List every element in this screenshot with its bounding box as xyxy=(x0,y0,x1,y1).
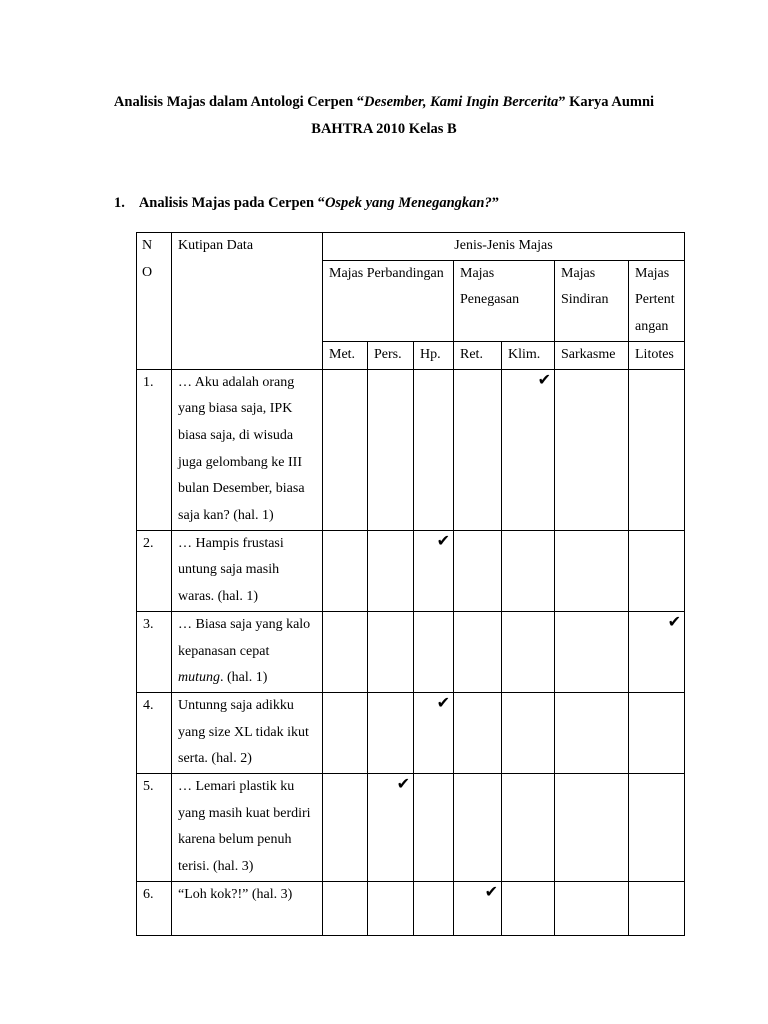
title-suffix: ” Karya Aumni xyxy=(558,94,655,110)
row-quote xyxy=(172,530,323,611)
check-cell xyxy=(555,882,629,936)
check-cell xyxy=(555,530,629,611)
check-cell xyxy=(323,530,368,611)
check-cell xyxy=(555,611,629,692)
subheader-hp: Hp. xyxy=(414,341,454,369)
table-row xyxy=(137,882,685,936)
check-cell xyxy=(629,774,685,882)
check-cell xyxy=(555,774,629,882)
section-suffix: ” xyxy=(491,195,499,211)
subheader-ret: Ret. xyxy=(454,341,502,369)
row-quote xyxy=(172,611,323,692)
check-cell xyxy=(368,369,414,530)
header-majas-perbandingan: Majas Perbandingan xyxy=(323,260,454,341)
check-cell xyxy=(502,774,555,882)
check-cell xyxy=(368,611,414,692)
checkmark-icon: ✔ xyxy=(396,774,410,794)
row-number: 5. xyxy=(137,774,172,882)
checkmark-icon: ✔ xyxy=(537,369,551,389)
check-cell xyxy=(629,882,685,936)
check-cell xyxy=(414,774,454,882)
header-majas-penegasan: Majas Penegasan xyxy=(454,260,555,341)
check-cell xyxy=(502,530,555,611)
header-majas-sindiran: Majas Sindiran xyxy=(555,260,629,341)
quote-text: … Lemari plastik ku yang masih kuat berdiri karena belum penuh terisi. (hal. 3) xyxy=(178,779,311,875)
quote-text: “Loh kok?!” (hal. 3) xyxy=(178,887,293,903)
check-cell xyxy=(629,530,685,611)
quote-text: … Hampis frustasi untung saja masih waras. (hal. 1) xyxy=(178,535,284,605)
check-cell xyxy=(414,369,454,530)
section-story-title: Ospek yang Menegangkan? xyxy=(324,195,492,211)
check-cell xyxy=(629,369,685,530)
row-number: 6. xyxy=(137,882,172,936)
row-number: 1. xyxy=(137,369,172,530)
check-cell xyxy=(368,692,414,773)
subheader-klim: Klim. xyxy=(502,341,555,369)
table-row xyxy=(137,692,685,773)
row-quote xyxy=(172,774,323,882)
document-title-line2: BAHTRA 2010 Kelas B xyxy=(311,121,457,137)
row-quote xyxy=(172,369,323,530)
title-book-name: Desember, Kami Ingin Bercerita xyxy=(364,94,559,110)
check-cell xyxy=(629,611,685,692)
check-cell xyxy=(368,530,414,611)
table-row xyxy=(137,774,685,882)
document-title-line1 xyxy=(60,89,708,116)
checkmark-icon: ✔ xyxy=(484,882,498,902)
check-cell xyxy=(323,692,368,773)
subheader-litotes: Litotes xyxy=(629,341,685,369)
check-cell xyxy=(414,882,454,936)
check-cell xyxy=(502,882,555,936)
check-cell xyxy=(368,882,414,936)
check-cell xyxy=(454,692,502,773)
header-kutipan-data: Kutipan Data xyxy=(172,233,323,370)
subheader-sarkasme: Sarkasme xyxy=(555,341,629,369)
check-cell xyxy=(414,692,454,773)
table-row xyxy=(137,611,685,692)
section-prefix: Analisis Majas pada Cerpen “ xyxy=(138,195,325,211)
section-heading xyxy=(114,190,499,217)
check-cell xyxy=(414,611,454,692)
quote-text: … Biasa saja yang kalo kepanasan cepat xyxy=(178,616,311,659)
table-row xyxy=(137,530,685,611)
check-cell xyxy=(323,882,368,936)
checkmark-icon: ✔ xyxy=(667,611,681,631)
quote-text-end: . (hal. 1) xyxy=(220,670,268,686)
row-quote xyxy=(172,882,323,936)
row-number: 2. xyxy=(137,530,172,611)
row-quote xyxy=(172,692,323,773)
table-row xyxy=(137,369,685,530)
check-cell xyxy=(555,369,629,530)
checkmark-icon: ✔ xyxy=(436,692,450,712)
check-cell xyxy=(502,692,555,773)
check-cell xyxy=(454,530,502,611)
row-number: 4. xyxy=(137,692,172,773)
title-prefix: Analisis Majas dalam Antologi Cerpen “ xyxy=(113,94,365,110)
header-no: N O xyxy=(137,233,172,370)
subheader-met: Met. xyxy=(323,341,368,369)
check-cell xyxy=(502,611,555,692)
quote-italic-text: mutung xyxy=(178,670,220,686)
checkmark-icon: ✔ xyxy=(436,530,450,550)
quote-text: … Aku adalah orang yang biasa saja, IPK biasa saja, di wisuda juga gelombang ke III bulan Desember, biasa saja kan? (hal. 1) xyxy=(178,374,305,524)
check-cell xyxy=(323,369,368,530)
check-cell xyxy=(502,369,555,530)
header-majas-pertentangan: Majas Pertent angan xyxy=(629,260,685,341)
quote-text: Untunng saja adikku yang size XL tidak ikut serta. (hal. 2) xyxy=(178,697,309,767)
check-cell xyxy=(414,530,454,611)
section-number: 1. xyxy=(114,195,125,211)
check-cell xyxy=(454,611,502,692)
check-cell xyxy=(323,611,368,692)
check-cell xyxy=(555,692,629,773)
check-cell xyxy=(629,692,685,773)
check-cell xyxy=(323,774,368,882)
row-number: 3. xyxy=(137,611,172,692)
majas-analysis-table xyxy=(136,232,685,936)
subheader-pers: Pers. xyxy=(368,341,414,369)
check-cell xyxy=(454,774,502,882)
check-cell xyxy=(368,774,414,882)
header-jenis-majas: Jenis-Jenis Majas xyxy=(323,233,685,261)
check-cell xyxy=(454,369,502,530)
check-cell xyxy=(454,882,502,936)
